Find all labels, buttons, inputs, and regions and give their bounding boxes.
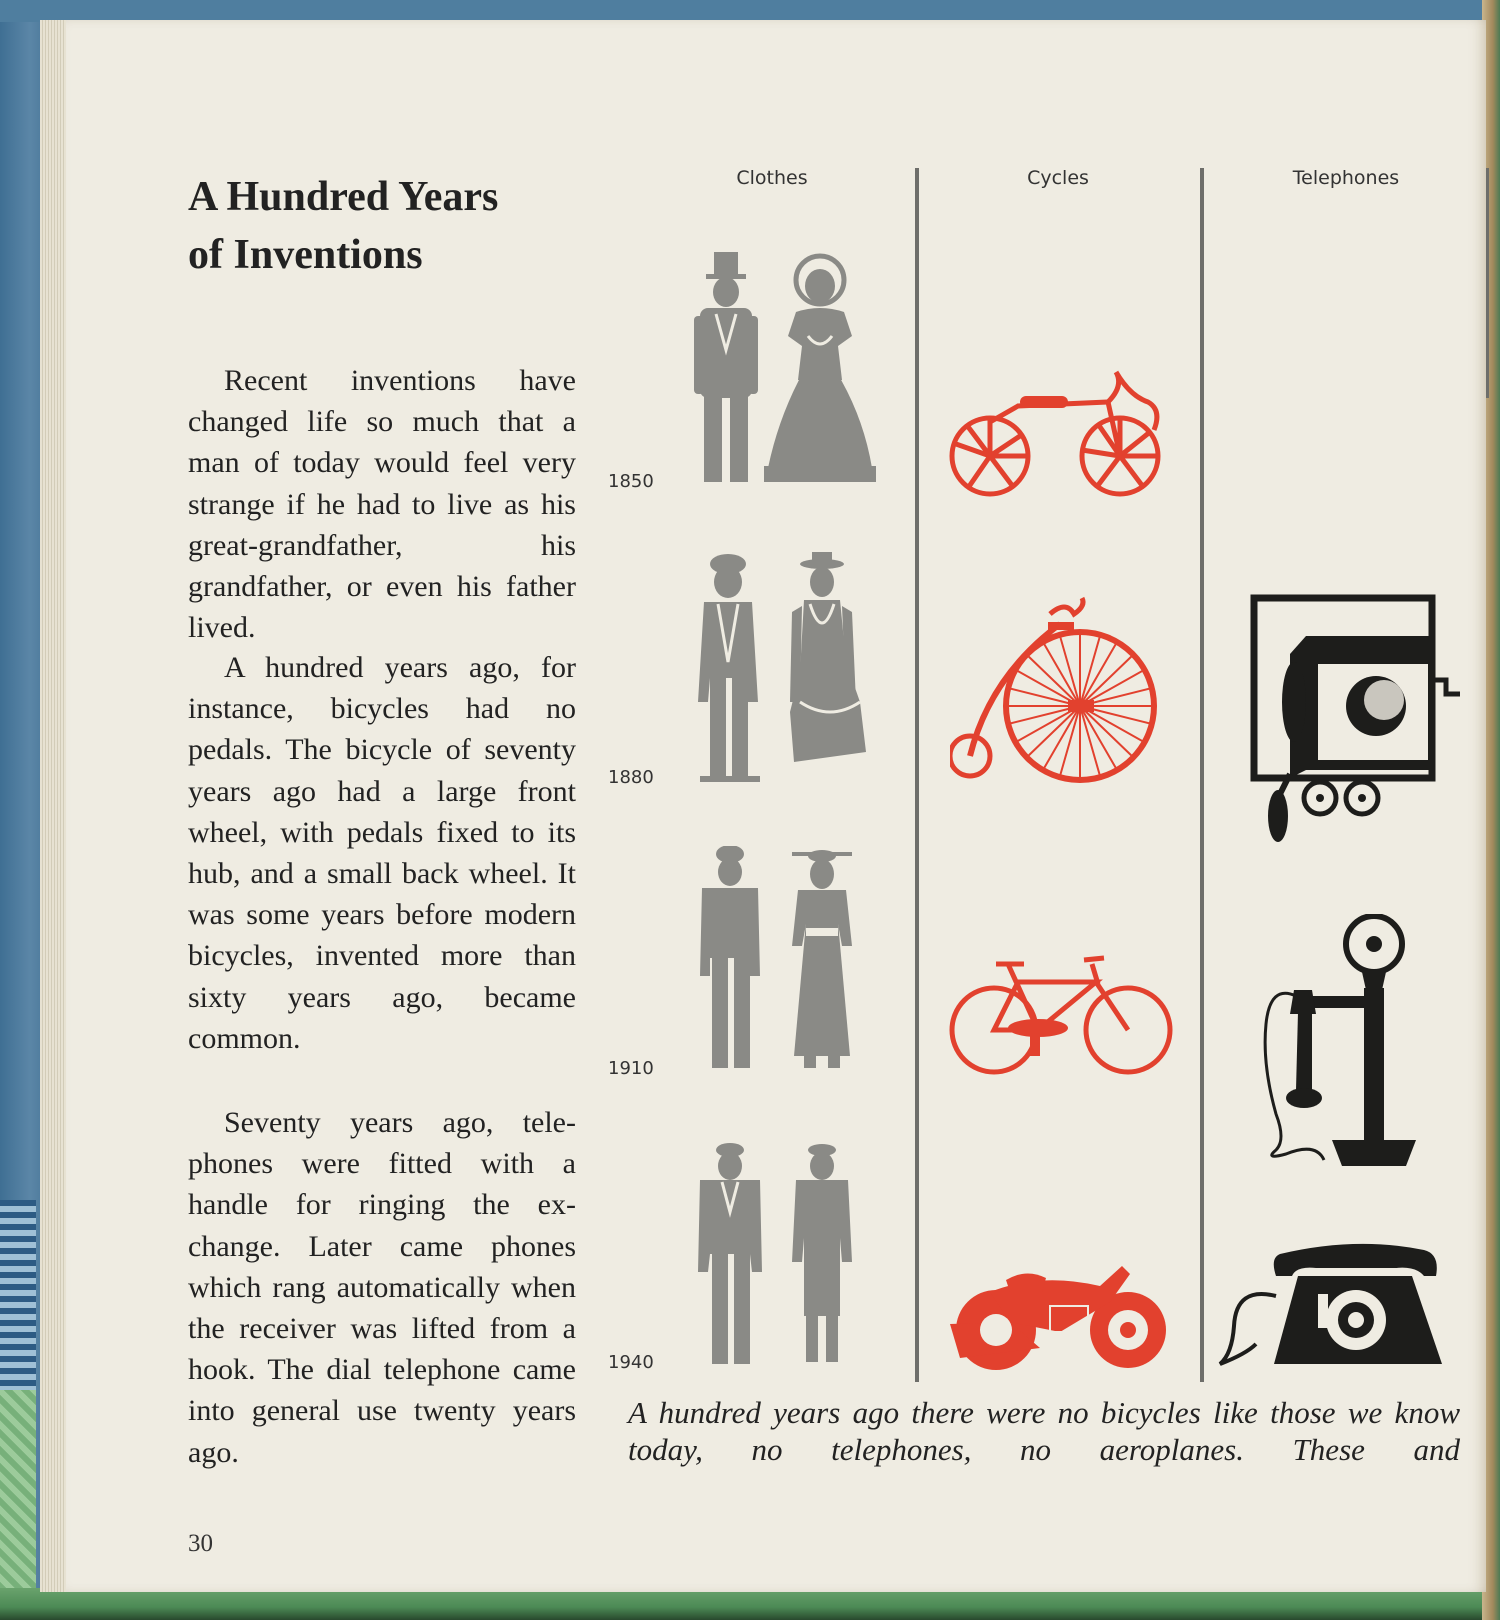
man-1880-icon [698,554,760,782]
woman-1880-icon [790,552,866,762]
year-label-1880: 1880 [608,767,654,788]
man-1910-icon [700,846,760,1068]
page-number: 30 [188,1530,213,1557]
motorcycle-icon [950,1262,1180,1372]
woman-1850-icon [764,256,876,482]
title-line-2: of Inventions [188,232,423,278]
clothes-1880-icon [690,552,890,784]
year-label-1910: 1910 [608,1058,654,1079]
man-1940-icon [698,1143,762,1364]
cover-bottom-edge [0,1588,1500,1620]
candlestick-telephone-icon [1256,914,1436,1174]
column-divider-1 [915,168,919,1382]
page-title [188,168,608,284]
year-label-1850: 1850 [608,471,654,492]
penny-farthing-icon [950,596,1180,786]
column-divider-2 [1200,168,1204,1382]
man-1850-icon [694,252,758,482]
wall-crank-telephone-icon [1250,594,1466,846]
dial-telephone-icon [1216,1236,1446,1376]
clothes-1940-icon [692,1142,892,1368]
hobby-horse-icon [948,366,1178,506]
woman-1910-icon [792,850,852,1068]
cover-top-edge [0,0,1500,22]
column-divider-3 [1486,168,1489,398]
safety-bicycle-icon [948,950,1178,1080]
spine-green-pattern [0,1390,36,1590]
column-heading-telephones: Telephones [1292,167,1400,189]
column-heading-cycles: Cycles [1027,167,1089,189]
paragraph-1: Recent inventions have changed life so much that a man of today would feel very strange if he had to live as his great-grandfather, his grandfather, or even his father lived. [188,364,576,645]
woman-1940-icon [792,1144,852,1362]
clothes-1850-icon [688,250,888,490]
title-line-1: A Hundred Years [188,174,499,220]
clothes-1910-icon [692,846,892,1072]
year-label-1940: 1940 [608,1352,654,1373]
figure-caption: A hundred years ago there were no bicycles like those we know today, no telephones, no aeroplanes. These and [628,1395,1460,1467]
page-stack-edge [40,20,66,1592]
paragraph-2: A hundred years ago, for instance, bicycles had no pedals. The bicycle of seventy years ago had a large front wheel, with pedals fixed to its hub, and a small back wheel. It was some years before modern bicycles, invented more than sixty years ago, became common. [188,651,576,1055]
spine-pattern [0,1200,36,1390]
column-heading-clothes: Clothes [736,167,808,189]
paragraph-3: Seventy years ago, telephones were fitted with a handle for ringing the exchange. Later came phones which rang automatically when the receiver was lifted from a hook. The dial telephone came into general use twenty years ago. [188,1106,576,1469]
